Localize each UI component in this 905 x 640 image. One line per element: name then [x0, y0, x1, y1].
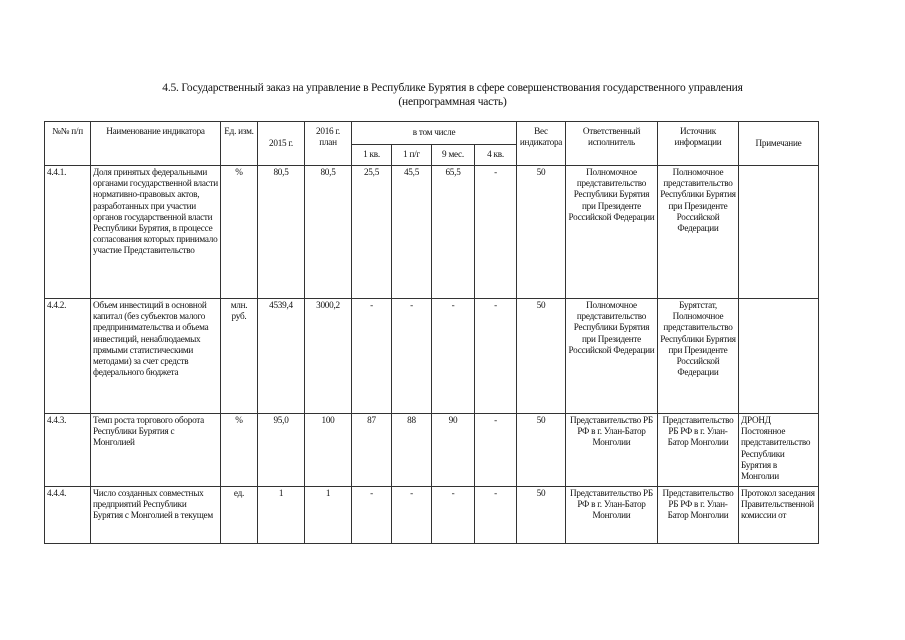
- indicators-table: [44, 121, 819, 544]
- row-responsible: Представительство РБ РФ в г. Улан-Батор Монголии: [566, 487, 658, 544]
- row-q4: -: [475, 166, 517, 299]
- row-9m: -: [432, 299, 475, 414]
- row-h1: 45,5: [392, 166, 432, 299]
- row-q4: -: [475, 299, 517, 414]
- row-9m: 65,5: [432, 166, 475, 299]
- row-weight: 50: [517, 414, 566, 487]
- row-unit: млн. руб.: [221, 299, 258, 414]
- header-name: Наименование индикатора: [91, 122, 221, 166]
- row-num: 4.4.1.: [45, 166, 91, 299]
- table-row: [45, 414, 819, 487]
- row-2015: 95,0: [258, 414, 305, 487]
- row-q4: -: [475, 487, 517, 544]
- row-indicator: Темп роста торгового оборота Республики Бурятия с Монголией: [91, 414, 221, 487]
- row-weight: 50: [517, 487, 566, 544]
- row-2015: 80,5: [258, 166, 305, 299]
- header-weight: Вес индикатора: [517, 122, 566, 166]
- row-9m: -: [432, 487, 475, 544]
- row-indicator: Объем инвестиций в основной капитал (без субъектов малого предпринимательства и объема инвестиций, ненаблюдаемых прямыми статистическими методами) за счет средств федерального бюджета: [91, 299, 221, 414]
- row-num: 4.4.4.: [45, 487, 91, 544]
- row-2015: 4539,4: [258, 299, 305, 414]
- row-responsible: Полномочное представительство Республики Бурятия при Президенте Российской Федерации: [566, 299, 658, 414]
- row-q1: 87: [352, 414, 392, 487]
- row-unit: %: [221, 414, 258, 487]
- row-q1: 25,5: [352, 166, 392, 299]
- row-note: Протокол заседания Правительственной комиссии от: [739, 487, 819, 544]
- header-source: Источник информации: [658, 122, 739, 166]
- header-including: в том числе: [352, 122, 517, 145]
- table-row: [45, 166, 819, 299]
- header-note: Примечание: [739, 122, 819, 166]
- row-2016-plan: 100: [305, 414, 352, 487]
- row-note: [739, 299, 819, 414]
- row-2016-plan: 1: [305, 487, 352, 544]
- header-unit: Ед. изм.: [221, 122, 258, 166]
- row-q1: -: [352, 487, 392, 544]
- header-num: №№ п/п: [45, 122, 91, 166]
- row-source: Полномочное представительство Республики Бурятия при Президенте Российской Федерации: [658, 166, 739, 299]
- header-row-1: [45, 122, 819, 145]
- row-2016-plan: 3000,2: [305, 299, 352, 414]
- row-2015: 1: [258, 487, 305, 544]
- row-weight: 50: [517, 299, 566, 414]
- row-q4: -: [475, 414, 517, 487]
- row-h1: 88: [392, 414, 432, 487]
- row-indicator: Число созданных совместных предприятий Республики Бурятия с Монголией в текущем: [91, 487, 221, 544]
- page-title: [0, 81, 905, 109]
- row-weight: 50: [517, 166, 566, 299]
- row-responsible: Полномочное представительство Республики Бурятия при Президенте Российской Федерации: [566, 166, 658, 299]
- header-h1: 1 п/г: [392, 145, 432, 166]
- row-h1: -: [392, 299, 432, 414]
- row-9m: 90: [432, 414, 475, 487]
- row-source: Представительство РБ РФ в г. Улан-Батор Монголии: [658, 487, 739, 544]
- header-9m: 9 мес.: [432, 145, 475, 166]
- title-line-1: 4.5. Государственный заказ на управление в Республике Бурятия в сфере совершенствования государственного управления: [162, 82, 743, 94]
- header-q4: 4 кв.: [475, 145, 517, 166]
- title-line-2: (непрограммная часть): [398, 96, 507, 108]
- header-2016-plan: 2016 г. план: [305, 122, 352, 166]
- row-responsible: Представительство РБ РФ в г. Улан-Батор Монголии: [566, 414, 658, 487]
- row-source: Бурятстат, Полномочное представительство Республики Бурятия при Президенте Российской Федерации: [658, 299, 739, 414]
- row-source: Представительство РБ РФ в г. Улан-Батор Монголии: [658, 414, 739, 487]
- header-q1: 1 кв.: [352, 145, 392, 166]
- header-2015: 2015 г.: [258, 122, 305, 166]
- row-q1: -: [352, 299, 392, 414]
- header-responsible: Ответственный исполнитель: [566, 122, 658, 166]
- row-unit: ед.: [221, 487, 258, 544]
- row-unit: %: [221, 166, 258, 299]
- row-note: [739, 166, 819, 299]
- row-2016-plan: 80,5: [305, 166, 352, 299]
- row-h1: -: [392, 487, 432, 544]
- row-indicator: Доля принятых федеральными органами государственной власти нормативно-правовых актов, разработанных при участии органов государственной власти Республики Бурятия, в процессе согласования которых принимало участие Представительство: [91, 166, 221, 299]
- row-num: 4.4.3.: [45, 414, 91, 487]
- row-note: ДРОНД Постоянное представительство Республики Бурятия в Монголии: [739, 414, 819, 487]
- row-num: 4.4.2.: [45, 299, 91, 414]
- table-row: [45, 299, 819, 414]
- table-row: [45, 487, 819, 544]
